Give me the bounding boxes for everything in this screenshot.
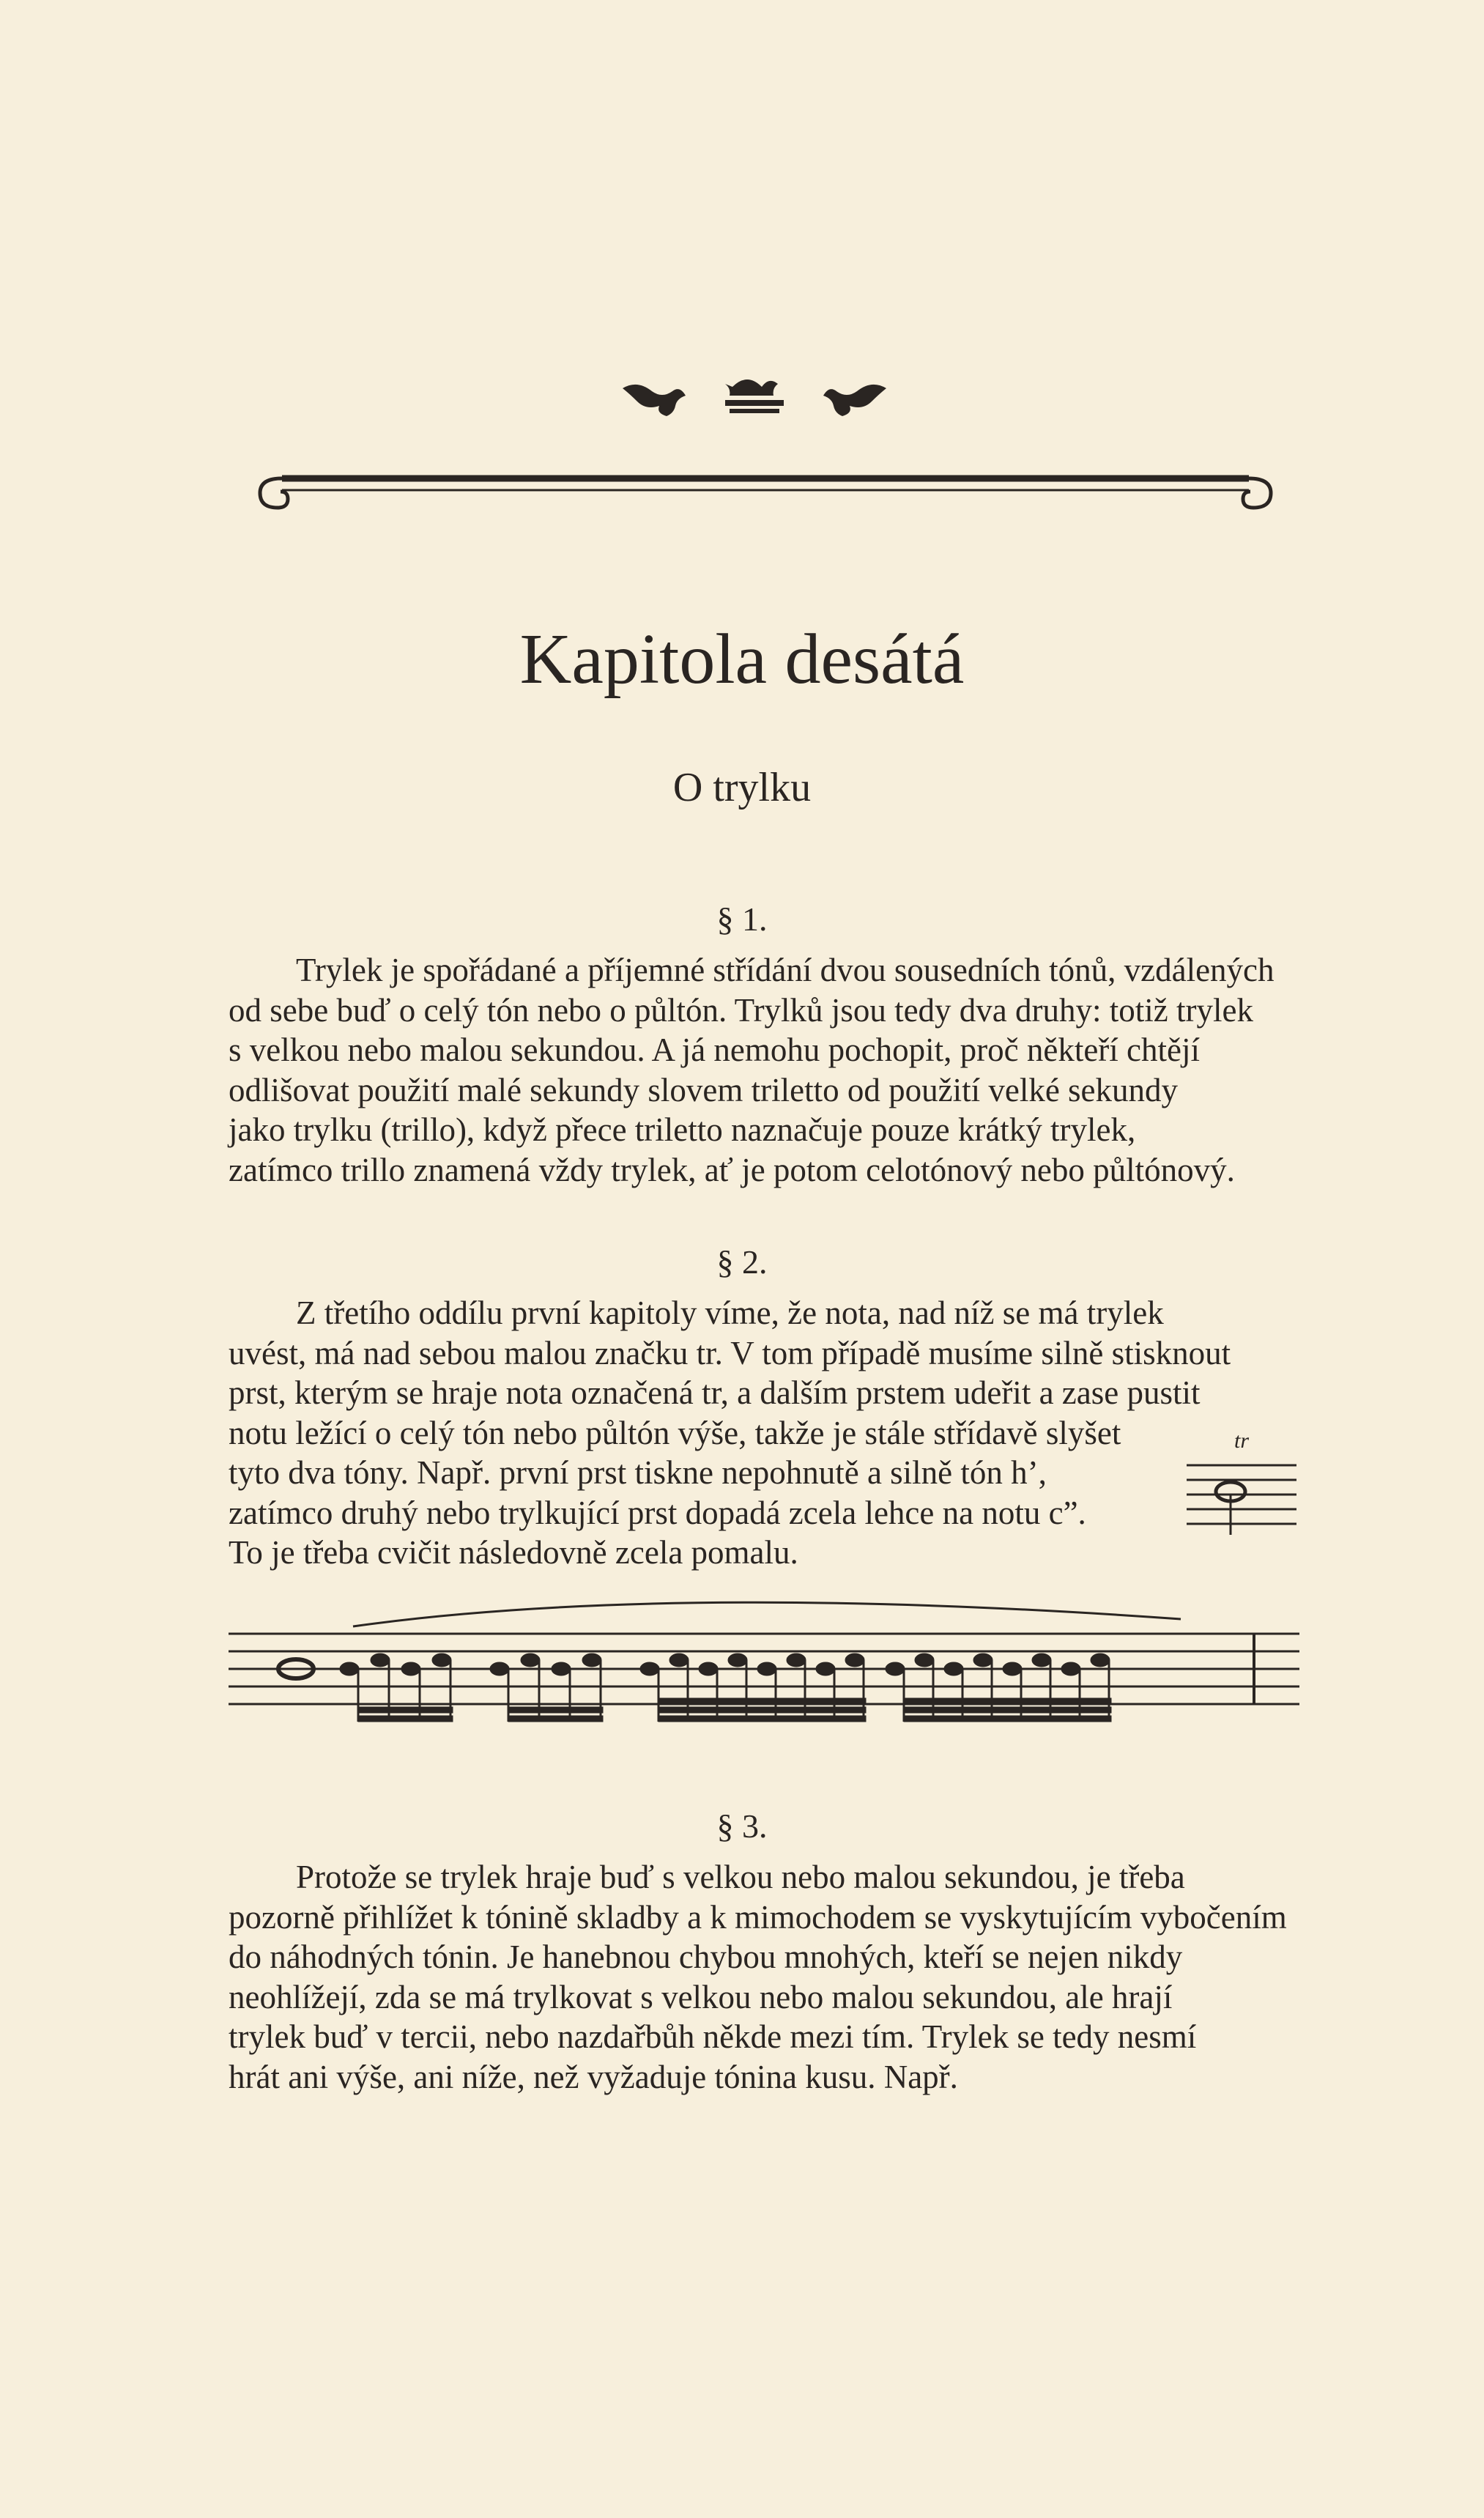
section-1-text xyxy=(229,950,1299,1190)
note-head xyxy=(1003,1662,1022,1675)
note-head xyxy=(944,1662,963,1675)
note-head xyxy=(1032,1654,1051,1667)
trill-example-staff xyxy=(1179,1421,1304,1538)
note-head xyxy=(728,1654,747,1667)
text-line: zatímco druhý nebo trylkující prst dopadá zcela lehce na notu c”. xyxy=(229,1494,1086,1531)
note-head xyxy=(582,1654,601,1667)
note-head xyxy=(640,1662,659,1675)
text-line: notu ležící o celý tón nebo půltón výše, takže je stále střídavě slyšet xyxy=(229,1414,1121,1451)
note-head xyxy=(401,1662,420,1675)
text-line: prst, kterým se hraje nota označená tr, a dalším prstem udeřit a zase pustit xyxy=(229,1374,1201,1411)
note-head xyxy=(973,1654,993,1667)
note-head xyxy=(371,1654,390,1667)
note-head xyxy=(490,1662,509,1675)
note-head xyxy=(915,1654,934,1667)
text-line: Z třetího oddílu první kapitoly víme, že nota, nad níž se má trylek xyxy=(296,1295,1164,1331)
note-head xyxy=(845,1654,864,1667)
note-beam xyxy=(904,1716,1111,1722)
trill-mark: tr xyxy=(1234,1429,1250,1453)
section-mark: § 2. xyxy=(716,1243,768,1281)
text-line: Trylek je spořádané a příjemné střídání dvou sousedních tónů, vzdálených xyxy=(296,952,1275,988)
note-head xyxy=(552,1662,571,1675)
note-beam xyxy=(358,1716,453,1722)
note-head xyxy=(816,1662,835,1675)
text-line: neohlížejí, zda se má trylkovat s velkou nebo malou sekundou, ale hrají xyxy=(229,1978,1173,2015)
section-2-text xyxy=(229,1293,1299,1573)
section-3-text xyxy=(229,1857,1299,2097)
note-head xyxy=(699,1662,718,1675)
note-beam xyxy=(904,1707,1111,1713)
note-head xyxy=(757,1662,776,1675)
note-head xyxy=(432,1654,451,1667)
section-mark: § 3. xyxy=(716,1807,768,1845)
decorative-rule xyxy=(253,458,1278,516)
decorative-ornament xyxy=(615,374,894,425)
text-line: od sebe buď o celý tón nebo o půltón. Trylků jsou tedy dva druhy: totiž trylek xyxy=(229,991,1253,1029)
note-head xyxy=(521,1654,540,1667)
text-line: do náhodných tónin. Je hanebnou chybou mnohých, kteří se nejen nikdy xyxy=(229,1939,1183,1975)
chapter-subtitle: O trylku xyxy=(672,765,812,810)
note-head xyxy=(1091,1654,1110,1667)
text-line: pozorně přihlížet k tónině skladby a k mimochodem se vyskytujícím vybočením xyxy=(229,1898,1287,1936)
text-line: jako trylku (trillo), když přece triletto naznačuje pouze krátký trylek, xyxy=(229,1111,1136,1148)
note-beam xyxy=(508,1707,603,1713)
text-line: zatímco trillo znamená vždy trylek, ať je potom celotónový nebo půltónový. xyxy=(229,1151,1235,1188)
note-head xyxy=(340,1662,359,1675)
note-head xyxy=(1061,1662,1080,1675)
note-head xyxy=(886,1662,905,1675)
note-beam xyxy=(508,1716,603,1722)
text-line: hrát ani výše, ani níže, než vyžaduje tónina kusu. Např. xyxy=(229,2058,958,2095)
text-line: odlišovat použití malé sekundy slovem triletto od použití velké sekundy xyxy=(229,1071,1179,1108)
note-beam xyxy=(658,1707,866,1713)
note-beam xyxy=(658,1716,866,1722)
note-beam xyxy=(658,1698,866,1704)
note-beam xyxy=(358,1707,453,1713)
text-line: To je třeba cvičit následovně zcela pomalu. xyxy=(229,1534,798,1571)
section-mark: § 1. xyxy=(716,900,768,938)
music-example xyxy=(229,1597,1299,1751)
text-line: Protože se trylek hraje buď s velkou nebo malou sekundou, je třeba xyxy=(296,1859,1185,1895)
text-line: trylek buď v tercii, nebo nazdařbůh někde mezi tím. Trylek se tedy nesmí xyxy=(229,2018,1197,2055)
text-line: s velkou nebo malou sekundou. A já nemohu pochopit, proč někteří chtějí xyxy=(229,1032,1200,1068)
note-beam xyxy=(904,1698,1111,1704)
chapter-title: Kapitola desátá xyxy=(519,620,965,699)
note-head xyxy=(669,1654,689,1667)
note-head xyxy=(787,1654,806,1667)
text-line: uvést, má nad sebou malou značku tr. V tom případě musíme silně stisknout xyxy=(229,1334,1231,1371)
text-line: tyto dva tóny. Např. první prst tiskne nepohnutě a silně tón h’, xyxy=(229,1454,1047,1491)
